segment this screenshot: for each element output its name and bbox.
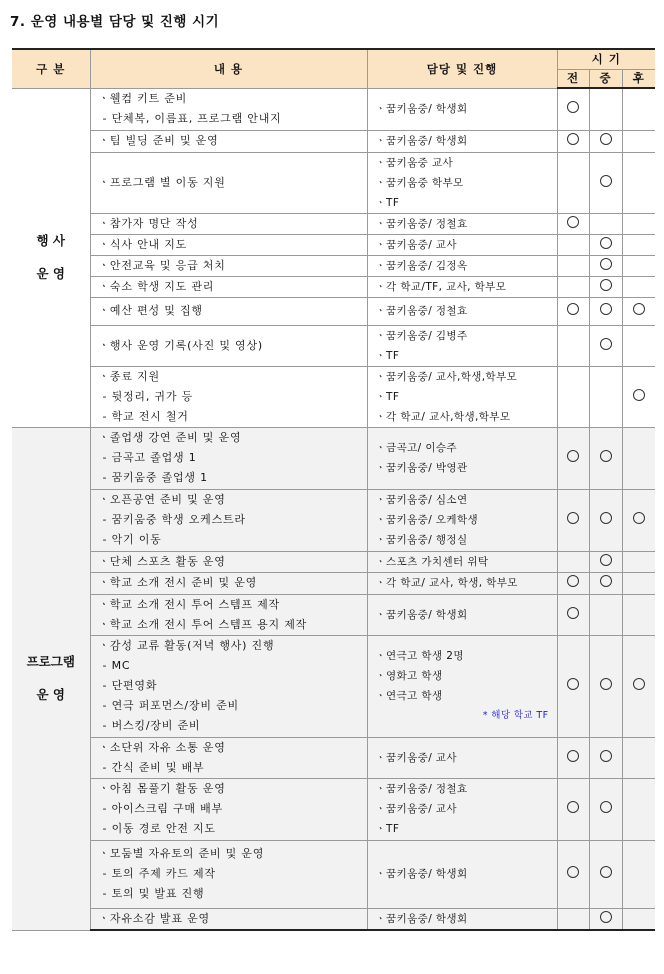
category-label: 프로그램 <box>26 654 75 669</box>
timing-after-cell <box>622 255 655 276</box>
circle-mark-icon <box>600 450 612 462</box>
timing-after-cell <box>622 325 655 366</box>
owner-cell <box>367 551 557 572</box>
owner-cell <box>367 635 557 737</box>
content-cell <box>90 325 367 366</box>
table-row <box>12 427 655 489</box>
timing-after-cell <box>622 551 655 572</box>
owner-cell <box>367 594 557 635</box>
schedule-table <box>12 48 655 931</box>
content-line: ㆍ웰컴 키트 준비 <box>98 92 188 105</box>
owner-line: ㆍ꿈키움중/ 학생회 <box>375 912 468 925</box>
content-line: - 꿈키움중 졸업생 1 <box>102 471 208 484</box>
content-cell <box>90 130 367 152</box>
owner-cell <box>367 489 557 551</box>
timing-before-cell <box>557 737 589 778</box>
timing-during-cell <box>589 366 622 427</box>
category-cell <box>12 88 90 427</box>
owner-line: ㆍ꿈키움중/ 학생회 <box>375 608 468 621</box>
timing-during-cell <box>589 489 622 551</box>
table-row <box>12 594 655 635</box>
timing-before-cell <box>557 88 589 130</box>
circle-mark-icon <box>567 575 579 587</box>
timing-during-cell <box>589 130 622 152</box>
timing-before-cell <box>557 255 589 276</box>
content-line: ㆍ숙소 학생 지도 관리 <box>98 279 215 293</box>
timing-before-cell <box>557 427 589 489</box>
timing-during-cell <box>589 255 622 276</box>
content-line: ㆍ아침 몸풀기 활동 운영 <box>98 782 226 795</box>
owner-line: ㆍ꿈키움중/ 정철효 <box>375 305 468 317</box>
category-label: 운 영 <box>36 265 65 281</box>
content-cell <box>90 908 367 930</box>
owner-cell <box>367 737 557 778</box>
circle-mark-icon <box>567 750 579 762</box>
table-row <box>12 255 655 276</box>
table-row <box>12 366 655 427</box>
timing-during-cell <box>589 594 622 635</box>
table-row <box>12 778 655 840</box>
circle-mark-icon <box>633 303 645 315</box>
content-line: ㆍ단체 스포츠 활동 운영 <box>98 554 226 568</box>
table-row <box>12 908 655 930</box>
table-row <box>12 276 655 297</box>
circle-mark-icon <box>600 678 612 690</box>
content-cell <box>90 297 367 325</box>
timing-during-cell <box>589 427 622 489</box>
owner-cell <box>367 130 557 152</box>
table-row <box>12 737 655 778</box>
circle-mark-icon <box>600 338 612 350</box>
owner-cell <box>367 276 557 297</box>
owner-line: ㆍ꿈키움중/ 정철효 <box>375 217 468 230</box>
header-category: 구 분 <box>12 49 90 88</box>
header-content: 내 용 <box>90 49 367 88</box>
owner-line: ㆍ꿈키움중/ 교사,학생,학부모 <box>375 370 518 383</box>
content-cell <box>90 427 367 489</box>
timing-before-cell <box>557 551 589 572</box>
timing-during-cell <box>589 908 622 930</box>
content-cell <box>90 551 367 572</box>
header-during: 중 <box>589 69 622 88</box>
owner-line: ㆍ꿈키움중/ 학생회 <box>375 135 468 147</box>
timing-after-cell <box>622 152 655 213</box>
owner-line: ㆍ꿈키움중/ 행정실 <box>375 534 468 546</box>
circle-mark-icon <box>567 678 579 690</box>
timing-during-cell <box>589 276 622 297</box>
content-line: - 아이스크림 구매 배부 <box>102 802 223 815</box>
table-row <box>12 840 655 908</box>
owner-cell <box>367 152 557 213</box>
content-line: ㆍ행사 운영 기록(사진 및 영상) <box>98 338 263 352</box>
timing-before-cell <box>557 594 589 635</box>
header-timing: 시 기 <box>557 49 655 69</box>
owner-cell <box>367 213 557 234</box>
table-row <box>12 635 655 737</box>
owner-line: ㆍ스포츠 가치센터 위탁 <box>375 555 489 568</box>
content-cell <box>90 88 367 130</box>
content-cell <box>90 635 367 737</box>
circle-mark-icon <box>600 575 612 587</box>
timing-before-cell <box>557 297 589 325</box>
circle-mark-icon <box>567 101 579 113</box>
circle-mark-icon <box>600 750 612 762</box>
owner-line: ㆍ각 학교/ 교사, 학생, 학부모 <box>375 577 518 589</box>
table-row <box>12 234 655 255</box>
timing-before-cell <box>557 572 589 594</box>
timing-during-cell <box>589 325 622 366</box>
owner-cell <box>367 840 557 908</box>
owner-line: ㆍ꿈키움중/ 정철효 <box>375 783 468 795</box>
timing-after-cell <box>622 213 655 234</box>
timing-during-cell <box>589 737 622 778</box>
timing-before-cell <box>557 840 589 908</box>
owner-line: ㆍ꿈키움중/ 박영관 <box>375 462 468 474</box>
content-line: - 학교 전시 철거 <box>102 409 189 423</box>
content-line: ㆍ팀 빌딩 준비 및 운영 <box>98 134 219 147</box>
circle-mark-icon <box>600 911 612 923</box>
timing-after-cell <box>622 297 655 325</box>
content-line: ㆍ졸업생 강연 준비 및 운영 <box>98 431 242 444</box>
timing-during-cell <box>589 778 622 840</box>
owner-line: ㆍ꿈키움중 교사 <box>375 156 454 169</box>
circle-mark-icon <box>600 801 612 813</box>
content-cell <box>90 594 367 635</box>
circle-mark-icon <box>633 512 645 524</box>
timing-after-cell <box>622 594 655 635</box>
header-before: 전 <box>557 69 589 88</box>
content-cell <box>90 234 367 255</box>
content-line: - 악기 이동 <box>102 533 162 546</box>
category-cell <box>12 427 90 930</box>
owner-line: ㆍ꿈키움중/ 심소연 <box>375 494 468 506</box>
circle-mark-icon <box>600 237 612 249</box>
content-line: ㆍ학교 소개 전시 투어 스템프 제작 <box>98 597 280 611</box>
content-cell <box>90 255 367 276</box>
owner-line: ㆍ꿈키움중/ 교사 <box>375 803 457 815</box>
owner-line: ㆍTF <box>375 390 400 403</box>
content-line: - 토의 및 발표 진행 <box>102 887 205 900</box>
content-line: ㆍ감성 교류 활동(저녁 행사) 진행 <box>98 639 275 652</box>
timing-during-cell <box>589 88 622 130</box>
content-line: - 꿈키움중 학생 오케스트라 <box>102 513 246 526</box>
circle-mark-icon <box>567 866 579 878</box>
table-row <box>12 572 655 594</box>
content-line: - 이동 경로 안전 지도 <box>102 822 216 835</box>
content-line: ㆍ모둠별 자유토의 준비 및 운영 <box>98 847 265 860</box>
content-cell <box>90 778 367 840</box>
owner-line: ㆍ꿈키움중 학부모 <box>375 176 464 189</box>
timing-after-cell <box>622 427 655 489</box>
content-line: - 단체복, 이름표, 프로그램 안내지 <box>102 112 282 125</box>
content-cell <box>90 840 367 908</box>
owner-note: * 해당 학교 TF <box>482 710 549 721</box>
circle-mark-icon <box>567 133 579 145</box>
owner-cell <box>367 297 557 325</box>
content-cell <box>90 276 367 297</box>
header-owner: 담당 및 진행 <box>367 49 557 88</box>
circle-mark-icon <box>567 801 579 813</box>
timing-during-cell <box>589 551 622 572</box>
circle-mark-icon <box>600 175 612 187</box>
timing-during-cell <box>589 297 622 325</box>
owner-line: ㆍ연극고 학생 <box>375 690 443 702</box>
owner-cell <box>367 325 557 366</box>
table-row <box>12 88 655 130</box>
timing-after-cell <box>622 234 655 255</box>
timing-before-cell <box>557 489 589 551</box>
content-cell <box>90 489 367 551</box>
content-line: ㆍ자유소감 발표 운영 <box>98 911 210 925</box>
table-row <box>12 213 655 234</box>
content-cell <box>90 737 367 778</box>
circle-mark-icon <box>633 678 645 690</box>
owner-cell <box>367 255 557 276</box>
owner-line: ㆍ꿈키움중/ 교사 <box>375 751 457 764</box>
content-cell <box>90 152 367 213</box>
content-line: - 금곡고 졸업생 1 <box>102 451 197 464</box>
timing-after-cell <box>622 572 655 594</box>
circle-mark-icon <box>600 303 612 315</box>
content-line: ㆍ참가자 명단 작성 <box>98 216 199 230</box>
owner-line: ㆍ꿈키움중/ 교사 <box>375 238 457 251</box>
timing-during-cell <box>589 840 622 908</box>
timing-before-cell <box>557 213 589 234</box>
timing-after-cell <box>622 88 655 130</box>
content-line: - MC <box>102 659 131 672</box>
owner-line: ㆍ꿈키움중/ 오케학생 <box>375 514 479 526</box>
circle-mark-icon <box>633 389 645 401</box>
circle-mark-icon <box>567 512 579 524</box>
owner-cell <box>367 572 557 594</box>
owner-line: ㆍ영화고 학생 <box>375 670 443 682</box>
table-row <box>12 325 655 366</box>
owner-line: ㆍ금곡고/ 이승주 <box>375 442 457 454</box>
timing-after-cell <box>622 366 655 427</box>
owner-cell <box>367 778 557 840</box>
owner-line: ㆍTF <box>375 196 400 209</box>
circle-mark-icon <box>567 450 579 462</box>
owner-line: ㆍTF <box>375 349 400 362</box>
circle-mark-icon <box>600 133 612 145</box>
timing-before-cell <box>557 234 589 255</box>
owner-line: ㆍ연극고 학생 2명 <box>375 650 464 662</box>
table-row <box>12 152 655 213</box>
timing-after-cell <box>622 130 655 152</box>
timing-before-cell <box>557 152 589 213</box>
owner-line: ㆍ각 학교/ 교사,학생,학부모 <box>375 410 511 423</box>
content-line: - 토의 주제 카드 제작 <box>102 867 216 880</box>
timing-after-cell <box>622 635 655 737</box>
owner-line: ㆍ각 학교/TF, 교사, 학부모 <box>375 280 507 293</box>
timing-after-cell <box>622 489 655 551</box>
content-line: ㆍ예산 편성 및 집행 <box>98 304 203 317</box>
content-cell <box>90 366 367 427</box>
table-row <box>12 130 655 152</box>
timing-before-cell <box>557 325 589 366</box>
circle-mark-icon <box>600 258 612 270</box>
table-row <box>12 551 655 572</box>
circle-mark-icon <box>600 279 612 291</box>
content-line: ㆍ오픈공연 준비 및 운영 <box>98 493 226 506</box>
timing-during-cell <box>589 152 622 213</box>
circle-mark-icon <box>600 512 612 524</box>
table-header <box>12 49 655 88</box>
category-label: 행 사 <box>36 233 65 248</box>
owner-cell <box>367 88 557 130</box>
content-cell <box>90 213 367 234</box>
circle-mark-icon <box>567 303 579 315</box>
timing-during-cell <box>589 213 622 234</box>
content-line: ㆍ학교 소개 전시 투어 스템프 용지 제작 <box>98 617 308 631</box>
timing-during-cell <box>589 635 622 737</box>
timing-after-cell <box>622 737 655 778</box>
content-cell <box>90 572 367 594</box>
content-line: - 뒷정리, 귀가 등 <box>102 389 194 403</box>
owner-line: ㆍ꿈키움중/ 김병주 <box>375 329 468 342</box>
owner-line: ㆍ꿈키움중/ 학생회 <box>375 103 468 115</box>
timing-during-cell <box>589 234 622 255</box>
table-body <box>12 88 655 930</box>
owner-cell <box>367 234 557 255</box>
content-line: ㆍ안전교육 및 응급 처치 <box>98 258 226 272</box>
content-line: - 간식 준비 및 배부 <box>102 760 205 774</box>
timing-after-cell <box>622 276 655 297</box>
table-row <box>12 489 655 551</box>
content-line: ㆍ프로그램 별 이동 지원 <box>98 175 226 189</box>
timing-before-cell <box>557 276 589 297</box>
header-after: 후 <box>622 69 655 88</box>
timing-before-cell <box>557 130 589 152</box>
timing-after-cell <box>622 778 655 840</box>
table-row <box>12 297 655 325</box>
timing-during-cell <box>589 572 622 594</box>
content-line: ㆍ학교 소개 전시 준비 및 운영 <box>98 576 258 589</box>
circle-mark-icon <box>600 866 612 878</box>
owner-line: ㆍTF <box>375 823 400 835</box>
owner-cell <box>367 908 557 930</box>
category-label: 운 영 <box>36 686 65 702</box>
content-line: - 연극 퍼포먼스/장비 준비 <box>102 699 239 712</box>
owner-line: ㆍ꿈키움중/ 학생회 <box>375 868 468 880</box>
content-line: - 버스킹/장비 준비 <box>102 719 201 732</box>
content-line: ㆍ소단위 자유 소통 운영 <box>98 740 226 754</box>
circle-mark-icon <box>600 554 612 566</box>
page-title: 7. 운영 내용별 담당 및 진행 시기 <box>10 14 220 30</box>
owner-cell <box>367 366 557 427</box>
timing-before-cell <box>557 635 589 737</box>
timing-before-cell <box>557 366 589 427</box>
content-line: ㆍ종료 지원 <box>98 369 160 383</box>
circle-mark-icon <box>567 607 579 619</box>
timing-before-cell <box>557 778 589 840</box>
owner-cell <box>367 427 557 489</box>
content-line: - 단편영화 <box>102 679 158 692</box>
timing-before-cell <box>557 908 589 930</box>
content-line: ㆍ식사 안내 지도 <box>98 237 188 251</box>
owner-line: ㆍ꿈키움중/ 김정옥 <box>375 259 468 272</box>
circle-mark-icon <box>567 216 579 228</box>
timing-after-cell <box>622 908 655 930</box>
timing-after-cell <box>622 840 655 908</box>
